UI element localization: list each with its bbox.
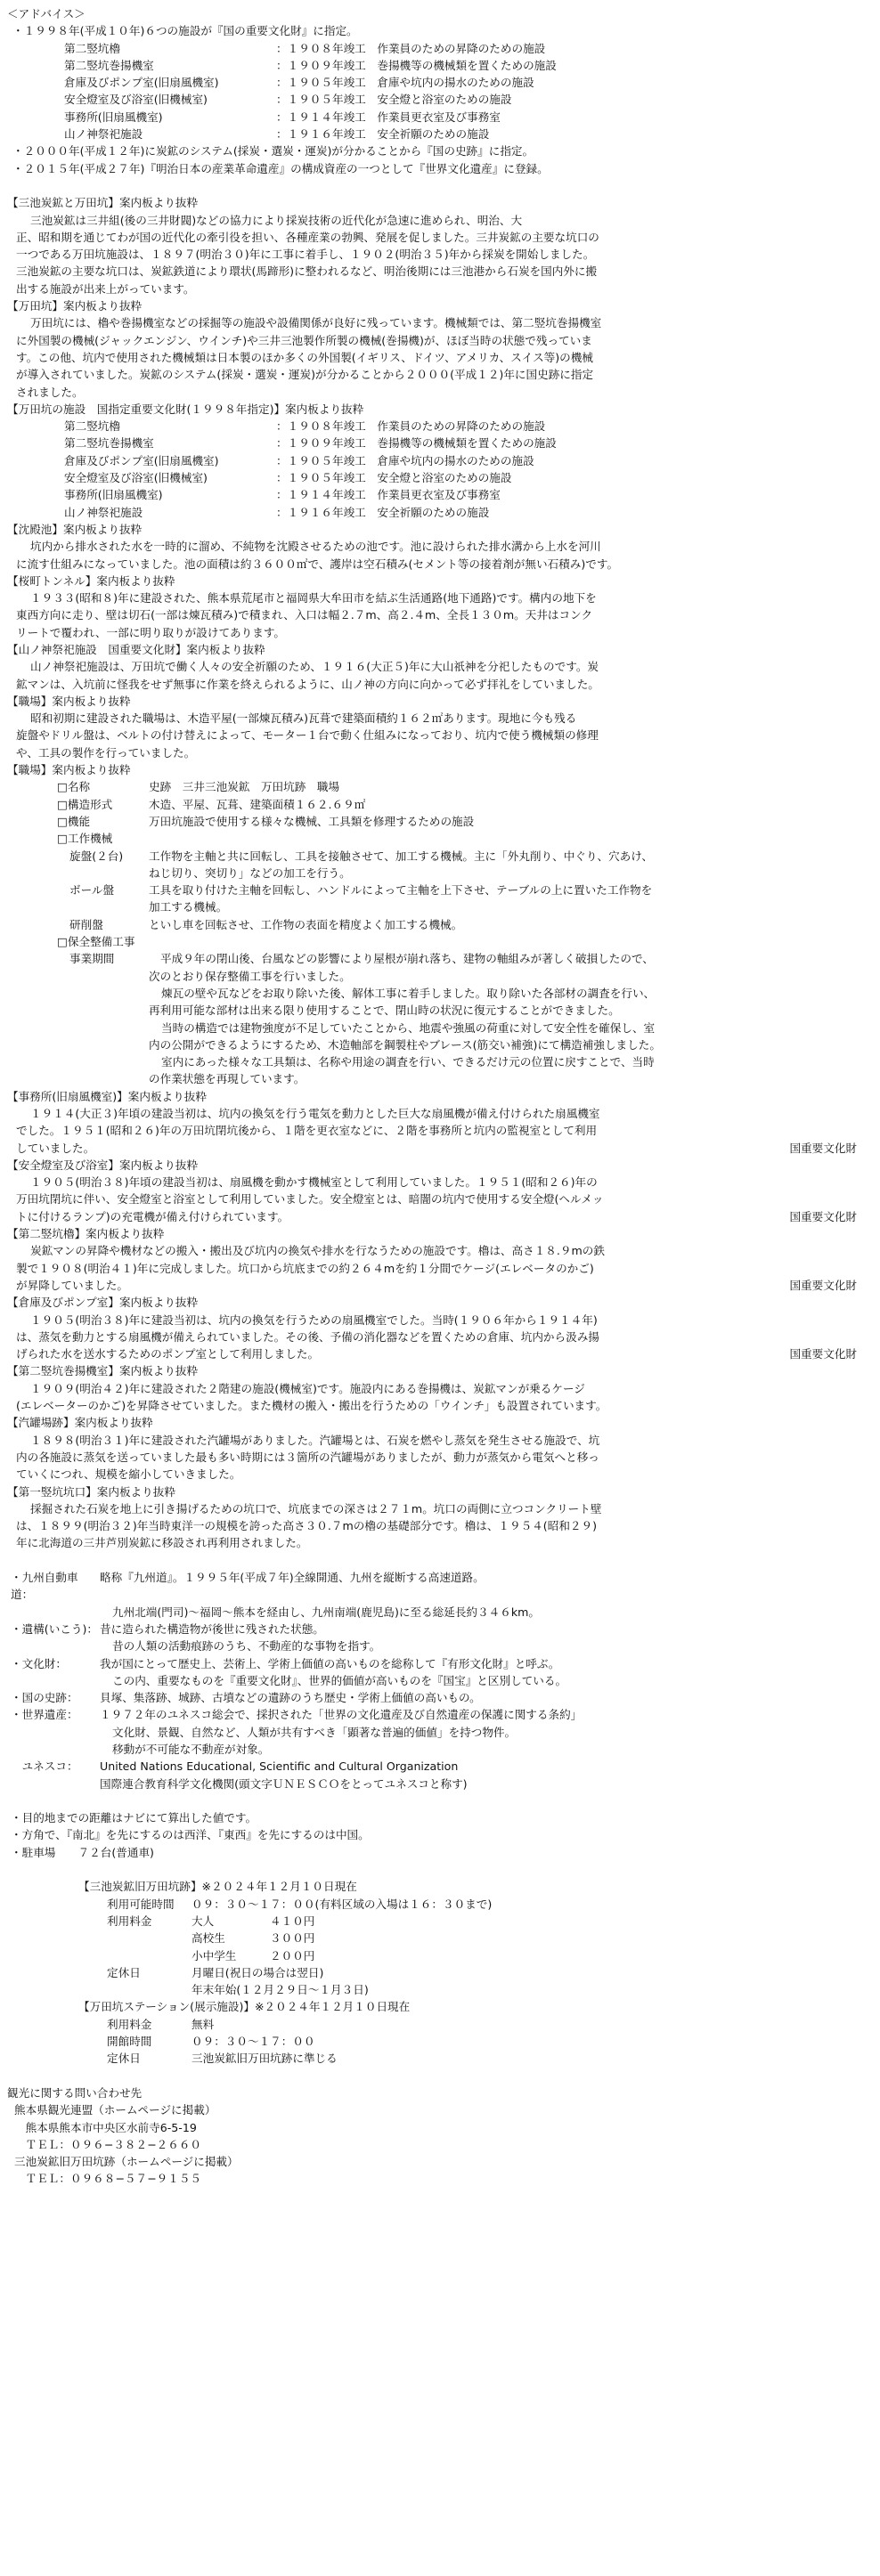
glossary-row <box>7 1689 873 1706</box>
info1-closed-row <box>7 1981 873 1998</box>
glossary-row <box>7 1741 873 1758</box>
machine-tool-name: 旋盤(２台) <box>69 849 124 863</box>
section-workshop-detail-title: 【職場】案内板より抜粋 <box>7 763 131 777</box>
facility-name: 事務所(旧扇風機室) <box>64 110 163 124</box>
maintenance-line: 室内にあった様々な工具類は、名称や用途の調査を行い、できるだけ元の位置に戻すことで、当時 <box>161 1055 655 1069</box>
section-pond-title: 【沈殿池】案内板より抜粋 <box>7 522 143 536</box>
facility-desc: ：１９０９年竣工 巻揚機等の機械類を置くための施設 <box>276 436 557 451</box>
facility-name: 第二竪坑櫓 <box>64 41 120 55</box>
facility-name: 第二竪坑巻揚機室 <box>64 436 154 451</box>
maintenance-line: の作業状態を再現しています。 <box>149 1072 306 1086</box>
facility-name: 倉庫及びポンプ室(旧扇風機室) <box>64 453 219 467</box>
maintenance-key <box>69 1020 149 1036</box>
maintenance-row <box>7 1053 873 1070</box>
machine-tool-name: 研削盤 <box>69 917 103 931</box>
info1-fee-label <box>107 1947 191 1964</box>
maintenance-key <box>69 1002 149 1019</box>
glossary-term <box>11 1776 100 1792</box>
section-pump-room-line: １９０５(明治３８)年に建設当初は、坑内の換気を行うための扇風機室でした。当時(１９０６年から１９１４年) <box>30 1312 598 1327</box>
workshop-attr-value: 木造、平屋、瓦葺、建築面積１６２.６９㎡ <box>149 797 366 811</box>
facility-row <box>7 40 873 57</box>
glossary-term <box>11 1637 100 1654</box>
machine-tools-title: □工作機械 <box>57 832 113 846</box>
contact-title: 観光に関する問い合わせ先 <box>7 2085 143 2100</box>
facility-desc: ：１９０５年竣工 倉庫や坑内の揚水のための施設 <box>276 453 534 467</box>
section-pond-line: 坑内から排水された水を一時的に溜め、不純物を沈殿させるための池です。池に設けられた排水溝から上水を河川 <box>30 540 601 554</box>
info1-hours: ０９：３０〜１７：００(有料区域の入場は１６：３０まで) <box>191 1897 493 1911</box>
facility-name: 第二竪坑櫓 <box>64 419 120 434</box>
machine-tool-desc: といし車を回転させ、工作物の表面を精度よく加工する機械。 <box>149 917 463 931</box>
section-office-title: 【事務所(旧扇風機室)】案内板より抜粋 <box>7 1089 207 1103</box>
sections <box>7 194 873 1551</box>
workshop-attr-key: □機能 <box>57 814 91 828</box>
section-pump-room-line: は、蒸気を動力とする扇風機が備えられていました。その後、予備の消化器などを置くための倉庫、坑内から汲み揚 <box>16 1329 599 1344</box>
info2-key: 定休日 <box>107 2052 141 2066</box>
section-mitsui-line: 三池炭鉱の主要な坑口は、炭鉱鉄道により環状(馬蹄形)に整われるなど、明治後期には三池港から石炭を国内外に搬 <box>16 264 598 279</box>
section-boiler-line: 内の各施設に蒸気を送っていました最も多い時期には３箇所の汽罐場がありましたが、動力が蒸気から電気へと移っ <box>16 1450 599 1464</box>
contact-line: 熊本県熊本市中央区水前寺6-5-19 <box>14 2120 197 2134</box>
section-mitsui-line: 一つである万田坑施設は、１８９７(明治３０)年に工事に着手し、１９０２(明治３５)年から採炭を開始しました。 <box>16 248 595 262</box>
info1-fee-row <box>7 1930 873 1946</box>
workshop-attr-value: 万田坑施設で使用する様々な機械、工具類を修理するための施設 <box>149 814 475 828</box>
glossary-row <box>7 1621 873 1637</box>
maintenance-line: 再利用可能な部材は出来る限り使用することで、閉山時の状況に復元することができました。 <box>149 1004 620 1018</box>
maintenance-line: 当時の構造では建物強度が不足していたことから、地震や強風の荷重に対して安全性を確保し、室 <box>161 1020 656 1035</box>
info1-hours-row <box>7 1896 873 1913</box>
maintenance-row <box>7 1020 873 1036</box>
info1-fee-key: 小中学生 <box>191 1948 237 1962</box>
maintenance-row <box>7 985 873 1002</box>
intro-bullet-3: ・２０１５年(平成２７年)『明治日本の産業革命遺産』の構成資産の一つとして『世界文化遺産』に登録。 <box>12 161 549 175</box>
glossary-term: ・文化財： <box>11 1656 67 1670</box>
section-tunnel-line: １９３３(昭和８)年に建設された、熊本県荒尾市と福岡県大牟田市を結ぶ生活通路(地下通路)です。構内の地下を <box>30 591 597 605</box>
maintenance-key <box>69 985 149 1002</box>
maintenance-key: 事業期間 <box>69 952 115 966</box>
maintenance-row <box>7 1002 873 1019</box>
section-boiler-line: １８９８(明治３１)年に建設された汽罐場がありました。汽罐場とは、石炭を燃やし蒸気を発生させる施設で、坑 <box>30 1433 600 1447</box>
facility-desc: ：１９０５年竣工 安全燈と浴室のための施設 <box>276 93 512 107</box>
glossary-def: 移動が不可能な不動産が対象。 <box>112 1742 270 1756</box>
contact-line: ＴＥＬ：０９６−３８２−２６６０ <box>14 2137 202 2151</box>
info1-closed: 年末年始(１２月２９日〜１月３日) <box>191 1983 369 1997</box>
section-pond-line: に流す仕組みになっていました。池の面積は約３６００㎡で、護岸は空石積み(セメント等の接着剤が無い石積み)です。 <box>16 557 619 571</box>
machine-tool-name <box>69 865 149 882</box>
section-shrine-line: 鉱マンは、入坑前に怪我をせず無事に作業を終えられるように、山ノ神の方向に向かって必ず拝礼をしていました。 <box>16 677 599 691</box>
glossary-row <box>7 1724 873 1741</box>
info2-key: 開館時間 <box>107 2035 152 2049</box>
glossary-row <box>7 1604 873 1621</box>
info1-fee-key: 高校生 <box>191 1931 225 1946</box>
workshop-attr-row <box>7 813 873 830</box>
section-workshop-title: 【職場】案内板より抜粋 <box>7 694 131 708</box>
section-pump-room-line: げられた水を送水するためのポンプ室として利用しました。 国重要文化財 <box>7 1345 873 1362</box>
glossary-def: 昔に造られた構造物が後世に残された状態。 <box>100 1621 324 1636</box>
section-workshop-line: 昭和初期に建設された職場は、木造平屋(一部煉瓦積み)瓦葺で建築面積約１６２㎡あります。現地に今も残る <box>30 711 577 726</box>
facility-desc: ：１９１４年竣工 作業員更衣室及び事務室 <box>276 488 501 502</box>
intro-bullet-1: ・１９９８年(平成１０年)６つの施設が『国の重要文化財』に指定。 <box>12 24 358 38</box>
info1-fee-value: ３００円 <box>270 1931 315 1946</box>
maintenance-key <box>69 1036 149 1053</box>
machine-tool-desc: 工作物を主軸と共に回転し、工具を接触させて、加工する機械。主に「外丸削り、中ぐり、穴あけ、 <box>149 849 653 863</box>
info2-value: 三池炭鉱旧万田坑跡に準じる <box>191 2052 338 2066</box>
facility-name: 倉庫及びポンプ室(旧扇風機室) <box>64 76 219 90</box>
facility-name: 事務所(旧扇風機室) <box>64 488 163 502</box>
glossary-row <box>7 1637 873 1654</box>
section-mandako-line: す。この他、坑内で使用された機械類は日本製のほか多くの外国製(イギリス、ドイツ、アメリカ、スイス等)の機械 <box>16 350 593 364</box>
glossary-term: ユネスコ： <box>11 1759 78 1774</box>
info2-value: 無料 <box>191 2017 215 2031</box>
info1-fee-value: ４１０円 <box>270 1914 315 1928</box>
section-headframe-line: が昇降していました。 国重要文化財 <box>7 1277 873 1294</box>
facility-row <box>7 486 873 503</box>
notes <box>7 1809 873 1861</box>
section-lamp-room-line: トに付けるランプ)の充電機が備え付けられています。 国重要文化財 <box>7 1208 873 1225</box>
glossary-term: ・九州自動車道： <box>11 1571 78 1602</box>
machine-tool-row <box>7 882 873 898</box>
section-office-line: でした。１９５１(昭和２６)年の万田坑閉坑後から、１階を更衣室などに、２階を事務所と坑内の監視室として利用 <box>16 1124 598 1138</box>
section-tunnel-line: リートで覆われ、一部に明り取りが設けてあります。 <box>16 625 285 639</box>
section-boiler-line: ていくにつれ、規模を縮小していきました。 <box>16 1467 241 1482</box>
facility-row <box>7 109 873 126</box>
maintenance-row <box>7 1036 873 1053</box>
glossary-term <box>11 1724 100 1741</box>
section-lamp-room-tag: 国重要文化財 <box>789 1209 857 1223</box>
note: ・目的地までの距離はナビにて算出した値です。 <box>11 1811 257 1825</box>
info1-fee-label: 利用料金 <box>107 1914 152 1928</box>
facility-desc: ：１９０５年竣工 安全燈と浴室のための施設 <box>276 471 512 485</box>
glossary-row <box>7 1672 873 1689</box>
facility-name: 安全燈室及び浴室(旧機械室) <box>64 471 208 485</box>
section-mitsui-line: 正、昭和期を通じてわが国の近代化の牽引役を担い、各種産業の勃興、発展を促しました。三井炭鉱の主要な坑口の <box>16 230 599 244</box>
section-mandako-line: が導入されていました。炭鉱のシステム(採炭・選炭・運炭)が分かることから２０００(平成１２)年に国史跡に指定 <box>16 368 594 382</box>
facility-name: 山ノ神祭祀施設 <box>64 505 143 519</box>
section-headframe-title: 【第二竪坑櫓】案内板より抜粋 <box>7 1227 165 1241</box>
facility-row <box>7 126 873 142</box>
info2-row <box>7 2033 873 2050</box>
glossary-term <box>11 1672 100 1689</box>
info2-key: 利用料金 <box>107 2017 152 2031</box>
section-mandako-line: 万田坑には、櫓や巻揚機室などの採掘等の施設や設備関係が良好に残っています。機械類では、第二竪坑巻揚機室 <box>30 316 602 330</box>
glossary-def: 貝塚、集落跡、城跡、古墳などの遺跡のうち歴史・学術上価値の高いもの。 <box>100 1691 481 1705</box>
section-lamp-room-line: １９０５(明治３８)年頃の建設当初は、扇風機を動かす機械室として利用していました。１９５１(昭和２６)年の <box>30 1175 598 1190</box>
machine-tool-name <box>69 898 149 915</box>
section-mandako-line: に外国製の機械(ジャックエンジン、ウインチ)や三井三池製作所製の機械(巻揚機)が、ほぼ当時の状態で残っていま <box>16 333 592 347</box>
workshop-attr-row <box>7 778 873 795</box>
glossary-term <box>11 1604 100 1621</box>
section-tunnel-title: 【桜町トンネル】案内板より抜粋 <box>7 573 175 588</box>
section-office-line: １９１４(大正３)年頃の建設当初は、坑内の換気を行う電気を動力とした巨大な扇風機が備え付けられた扇風機室 <box>30 1107 600 1120</box>
document <box>7 0 873 2188</box>
section-winding-room-title: 【第二竪坑巻揚機室】案内板より抜粋 <box>7 1364 199 1378</box>
workshop-attr-value: 史跡 三井三池炭鉱 万田坑跡 職場 <box>149 780 340 794</box>
facility-row <box>7 452 873 469</box>
facility-row <box>7 74 873 91</box>
facility-row <box>7 435 873 451</box>
info2-row <box>7 2050 873 2067</box>
facility-desc: ：１９１６年竣工 安全祈願のための施設 <box>276 505 490 519</box>
info1-closed-row <box>7 1964 873 1981</box>
maintenance-row <box>7 950 873 967</box>
info1-fee-key: 大人 <box>191 1914 215 1928</box>
facility-desc: ：１９０５年竣工 倉庫や坑内の揚水のための施設 <box>276 76 534 90</box>
glossary-row <box>7 1569 873 1604</box>
facility-row <box>7 504 873 521</box>
facility-name: 安全燈室及び浴室(旧機械室) <box>64 93 208 107</box>
facility-desc: ：１９０８年竣工 作業員のための昇降のための施設 <box>276 419 546 434</box>
section-headframe-tag: 国重要文化財 <box>789 1278 857 1292</box>
info2-value: ０９：３０〜１７：００ <box>191 2035 315 2049</box>
section-pump-room-title: 【倉庫及びポンプ室】案内板より抜粋 <box>7 1296 199 1310</box>
section-mitsui-title: 【三池炭鉱と万田坑】案内板より抜粋 <box>7 196 199 210</box>
glossary-def: 略称『九州道』。１９９５年(平成７年)全線開通、九州を縦断する高速道路。 <box>100 1571 485 1585</box>
facility-name: 山ノ神祭祀施設 <box>64 127 143 142</box>
info1-fee-label <box>107 1930 191 1946</box>
section-shaft1-line: 採掘された石炭を地上に引き揚げるための坑口で、坑底までの深さは２７１m。坑口の両側に立つコンクリート壁 <box>30 1501 602 1516</box>
section-winding-room-line: １９０９(明治４２)年に建設された２階建の施設(機械室)です。施設内にある巻揚機は、炭鉱マンが乗るケージ <box>30 1381 585 1395</box>
section-boiler-title: 【汽罐場跡】案内板より抜粋 <box>7 1416 153 1430</box>
facility-row <box>7 91 873 108</box>
workshop-attr-key: □構造形式 <box>57 797 113 811</box>
maintenance-title: □保全整備工事 <box>57 935 135 949</box>
note: ・駐車場 ７２台(普通車) <box>11 1845 154 1859</box>
machine-tool-desc: 加工する機械。 <box>149 900 228 914</box>
maintenance-line: 平成９年の閉山後、台風などの影響により屋根が崩れ落ち、建物の軸組みが著しく破損したので、 <box>160 952 654 966</box>
info2-row <box>7 2016 873 2033</box>
workshop-attr-row <box>7 796 873 813</box>
contact-line: ＴＥＬ：０９６８−５７−９１５５ <box>14 2172 202 2186</box>
info1-closed-label: 定休日 <box>107 1965 141 1979</box>
machine-tool-row <box>7 848 873 865</box>
facility-name: 第二竪坑巻揚機室 <box>64 58 154 72</box>
info1-fee-row <box>7 1947 873 1964</box>
note: ・方角で、『南北』を先にするのは西洋、『東西』を先にするのは中国。 <box>11 1828 370 1842</box>
section-shrine-line: 山ノ神祭祀施設は、万田坑で働く人々の安全祈願のため、１９１６(大正５)年に大山祇神を分祀したものです。炭 <box>30 660 599 674</box>
info2-title: 【万田坑ステーション(展示施設)】※２０２４年１２月１０日現在 <box>78 2000 411 2014</box>
glossary <box>7 1569 873 1792</box>
facility-desc: ：１９１６年竣工 安全祈願のための施設 <box>276 127 490 142</box>
section-tunnel-line: 東西方向に走り、壁は切石(一部は煉瓦積み)で積まれ、入口は幅２.７m、高２.４m、全長１３０m。天井はコンク <box>16 608 593 622</box>
glossary-term: ・世界遺産： <box>11 1708 78 1722</box>
glossary-def: 国際連合教育科学文化機関(頭文字ＵＮＥＳＣＯをとってユネスコと称す) <box>100 1776 468 1791</box>
advice-header: ＜アドバイス＞ <box>7 7 86 20</box>
glossary-row <box>7 1706 873 1723</box>
contact-line: 三池炭鉱旧万田坑跡（ホームページに掲載） <box>14 2155 239 2169</box>
section-lamp-room-line: 万田坑閉坑に伴い、安全燈室と浴室として利用していました。安全燈室とは、暗闇の坑内で使用する安全燈(ヘルメッ <box>16 1192 604 1207</box>
section-lamp-room-title: 【安全燈室及び浴室】案内板より抜粋 <box>7 1158 199 1172</box>
section-mandako-title: 【万田坑】案内板より抜粋 <box>7 299 143 313</box>
contact-line: 熊本県観光連盟（ホームページに掲載） <box>14 2103 216 2117</box>
glossary-row <box>7 1655 873 1672</box>
glossary-term <box>11 1741 100 1758</box>
glossary-def: 昔の人類の活動痕跡のうち、不動産的な事物を指す。 <box>112 1639 381 1654</box>
machine-tool-name: ボール盤 <box>69 883 115 898</box>
info1-fee-row <box>7 1913 873 1930</box>
contact-info <box>7 2084 873 2188</box>
maintenance-line: 煉瓦の壁や瓦などをお取り除いた後、解体工事に着手しました。取り除いた各部材の調査を行い、 <box>161 986 656 1000</box>
machine-tool-row <box>7 916 873 933</box>
maintenance-row <box>7 1070 873 1087</box>
section-shaft1-title: 【第一竪坑坑口】案内板より抜粋 <box>7 1484 175 1499</box>
maintenance-key <box>69 1053 149 1070</box>
machine-tool-desc: ねじ切り、突切り」などの加工を行う。 <box>149 865 351 880</box>
workshop-attr-key: □名称 <box>57 780 91 794</box>
section-facilities-title: 【万田坑の施設 国指定重要文化財(１９９８年指定)】案内板より抜粋 <box>7 402 364 416</box>
section-shaft1-line: 年に北海道の三井芦別炭鉱に移設され再利用されました。 <box>16 1536 308 1550</box>
facility-row <box>7 57 873 74</box>
section-shaft1-line: は、１８９９(明治３２)年当時東洋一の規模を誇った高さ３０.７mの櫓の基礎部分です。櫓は、１９５４(昭和２９) <box>16 1519 598 1533</box>
section-headframe-line: 製で１９０８(明治４１)年に完成しました。坑口から坑底までの約２６４mを約１分間でケージ(エレベータのかご) <box>16 1261 594 1275</box>
glossary-def: 九州北端(門司)〜福岡〜熊本を経由し、九州南端(鹿児島)に至る総延長約３４６km。 <box>112 1605 540 1619</box>
glossary-term: ・遺構(いこう)： <box>11 1621 98 1636</box>
section-headframe-line: 炭鉱マンの昇降や機材などの搬入・搬出及び坑内の換気や排水を行なうための施設です。櫓は、高さ１８.９mの鉄 <box>30 1244 605 1258</box>
facility-row <box>7 418 873 435</box>
glossary-def: この内、重要なものを『重要文化財』、世界的価値が高いものを『国宝』と区別している。 <box>112 1673 567 1687</box>
glossary-row <box>7 1776 873 1792</box>
glossary-def: １９７２年のユネスコ総会で、採択された「世界の文化遺産及び自然遺産の保護に関する条約」 <box>100 1708 583 1722</box>
maintenance-line: 内の公開ができるようにするため、木造軸部を鋼製柱やブレース(筋交い補強)にて構造補強しました。 <box>149 1037 661 1052</box>
glossary-def: United Nations Educational, Scientific and Cultural Organization <box>100 1759 459 1774</box>
glossary-def: 我が国にとって歴史上、芸術上、学術上価値の高いものを総称して『有形文化財』と呼ぶ。 <box>100 1656 560 1670</box>
glossary-row <box>7 1758 873 1775</box>
info1-hours-label: 利用可能時間 <box>107 1897 175 1911</box>
info1-closed-label <box>107 1981 191 1998</box>
info1-fee-value: ２００円 <box>270 1948 315 1962</box>
section-workshop-line: 旋盤やドリル盤は、ベルトの付け替えによって、モーター１台で動く仕組みになっており、坑内で使う機械類の修理 <box>16 728 599 743</box>
section-pump-room-tag: 国重要文化財 <box>789 1347 857 1361</box>
section-mitsui-line: 出する施設が出来上がっています。 <box>16 281 195 296</box>
machine-tool-row <box>7 865 873 882</box>
section-mitsui-line: 三池炭鉱は三井組(後の三井財閥)などの協力により採炭技術の近代化が急速に進められ、明治、大 <box>30 213 523 227</box>
facility-desc: ：１９０９年竣工 巻揚機等の機械類を置くための施設 <box>276 58 557 72</box>
facility-desc: ：１９０８年竣工 作業員のための昇降のための施設 <box>276 41 546 55</box>
maintenance-line: 次のとおり保存整備工事を行いました。 <box>149 969 351 983</box>
section-workshop-line: や、工具の製作を行っていました。 <box>16 745 196 760</box>
facility-list <box>7 40 873 143</box>
glossary-term: ・国の史跡： <box>11 1691 78 1705</box>
section-mandako-line: されました。 <box>16 385 84 399</box>
facility-desc: ：１９１４年竣工 作業員更衣室及び事務室 <box>276 110 501 124</box>
machine-tool-row <box>7 898 873 915</box>
section-office-line: していました。 国重要文化財 <box>7 1140 873 1157</box>
maintenance-row <box>7 968 873 985</box>
section-office-tag: 国重要文化財 <box>789 1141 857 1155</box>
info1-title: 【三池炭鉱旧万田坑跡】※２０２４年１２月１０日現在 <box>78 1880 357 1894</box>
maintenance-key <box>69 968 149 985</box>
maintenance-key <box>69 1070 149 1087</box>
facility-row <box>7 469 873 486</box>
visitor-info <box>7 1878 873 2067</box>
intro-bullet-2: ・２０００年(平成１２年)に炭鉱のシステム(採炭・選炭・運炭)が分かることから『国の史跡』に指定。 <box>12 144 534 158</box>
machine-tool-desc: 工具を取り付けた主軸を回転し、ハンドルによって主軸を上下させ、テーブルの上に置いた工作物を <box>149 883 653 898</box>
section-winding-room-line: (エレベーターのかご)を昇降させていました。また機材の搬入・搬出を行うための「ウインチ」も設置されています。 <box>16 1399 607 1413</box>
glossary-def: 文化財、景観、自然など、人類が共有すべき「顕著な普遍的価値」を持つ物件。 <box>112 1725 517 1739</box>
info1-closed: 月曜日(祝日の場合は翌日) <box>191 1965 324 1979</box>
section-shrine-title: 【山ノ神祭祀施設 国重要文化財】案内板より抜粋 <box>7 642 265 656</box>
